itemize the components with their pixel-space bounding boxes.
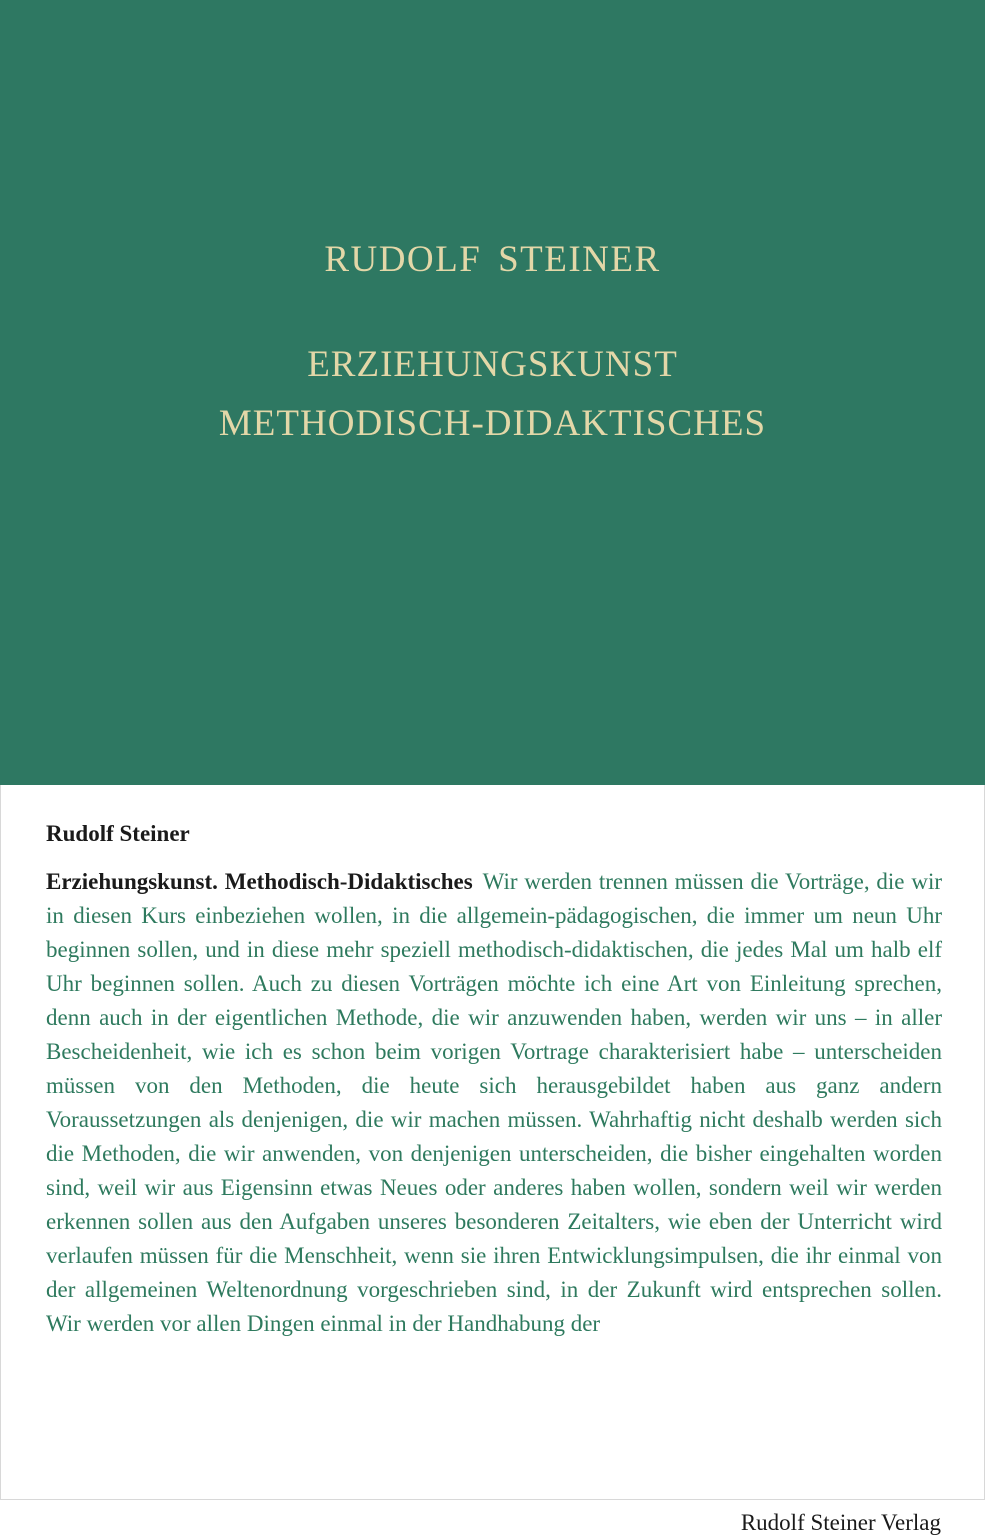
book-title: Erziehungskunst. Methodisch-Didaktisches [46, 869, 473, 894]
excerpt-paragraph [46, 865, 942, 1341]
cover-author: RUDOLF STEINER [324, 239, 661, 280]
cover-bottom-panel [0, 785, 985, 1535]
excerpt-text: Wir werden trennen müssen die Vorträge, die wir in diesen Kurs einbeziehen wollen, in die allgemein-pädagogischen, die immer um neun Uhr beginnen sollen, und in diese mehr speziell methodisch-didaktischen, die jedes Mal um halb elf Uhr beginnen sollen. Auch zu diesen Vorträgen möchte ich eine Art von Einleitung sprechen, denn auch in der eigentlichen Methode, die wir anzuwenden haben, werden wir uns – in aller Bescheidenheit, wie ich es schon beim vorigen Vortrage charakterisiert habe – unterscheiden müssen von den Methoden, die heute sich herausgebildet haben aus ganz andern Voraussetzungen als denjenigen, die wir machen müssen. Wahrhaftig nicht deshalb werden sich die Methoden, die wir anwenden, von denjenigen unterscheiden, die bisher eingehalten worden sind, weil wir aus Eigensinn etwas Neues oder anderes haben wollen, sondern weil wir werden erkennen sollen aus den Aufgaben unseres besonderen Zeitalters, wie eben der Unterricht wird verlaufen müssen für die Menschheit, wenn sie ihren Entwicklungsimpulsen, die ihr einmal von der allgemeinen Weltenordnung vorgeschrieben sind, in der Zukunft wird entsprechen sollen. Wir werden vor allen Dingen einmal in der Handhabung der [46, 869, 943, 1336]
cover-title-line-1: ERZIEHUNGSKUNST [307, 344, 678, 385]
back-author: Rudolf Steiner [46, 821, 190, 846]
publisher-name: Rudolf Steiner Verlag [740, 1510, 941, 1535]
cover-title-line-2: METHODISCH-DIDAKTISCHES [218, 403, 767, 444]
